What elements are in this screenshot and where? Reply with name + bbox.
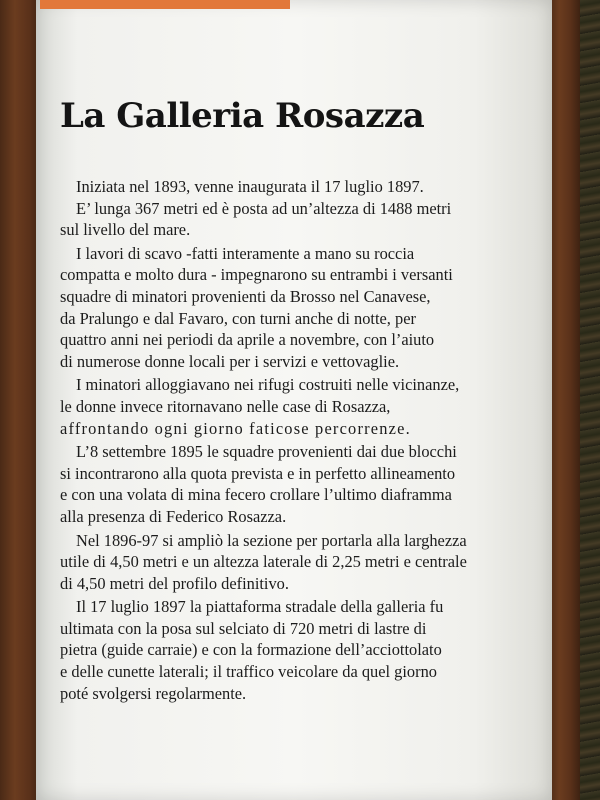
text-line: poté svolgersi regolarmente. <box>60 683 247 703</box>
sign-top-stripe <box>40 0 290 9</box>
sign-body <box>60 176 530 706</box>
paragraph-3 <box>60 374 530 439</box>
text-line: I minatori alloggiavano nei rifugi costruiti nelle vicinanze, <box>76 375 460 395</box>
text-line: I lavori di scavo -fatti interamente a mano su roccia <box>76 243 415 263</box>
paragraph-5 <box>60 530 530 595</box>
text-line: compatta e molto dura - impegnarono su entrambi i versanti <box>60 265 453 285</box>
text-line: le donne invece ritornavano nelle case di Rosazza, <box>60 396 391 416</box>
text-line: di 4,50 metri del profilo definitivo. <box>60 573 289 593</box>
text-line: di numerose donne locali per i servizi e vettovaglie. <box>60 351 400 371</box>
sign-title: La Galleria Rosazza <box>60 96 425 136</box>
text-line: pietra (guide carraie) e con la formazione dell’acciottolato <box>60 640 442 660</box>
text-line: Iniziata nel 1893, venne inaugurata il 17 luglio 1897. <box>76 177 424 196</box>
text-line: L’8 settembre 1895 le squadre provenienti dai due blocchi <box>76 442 457 462</box>
text-line: sul livello del mare. <box>60 220 191 240</box>
text-line: utile di 4,50 metri e un altezza laterale di 2,25 metri e centrale <box>60 552 467 572</box>
background-foliage <box>578 0 600 800</box>
text-line: e delle cunette laterali; il traffico veicolare da quel giorno <box>60 662 437 682</box>
text-line: si incontrarono alla quota prevista e in perfetto allineamento <box>60 463 456 483</box>
text-line: ultimata con la posa sul selciato di 720 metri di lastre di <box>60 618 427 638</box>
text-line: Nel 1896-97 si ampliò la sezione per portarla alla larghezza <box>76 530 467 550</box>
wooden-post-right <box>548 0 580 800</box>
text-line: Il 17 luglio 1897 la piattaforma stradale della galleria fu <box>76 597 444 617</box>
text-line: E’ lunga 367 metri ed è posta ad un’altezza di 1488 metri <box>76 198 452 218</box>
paragraph-1 <box>60 176 530 241</box>
text-line: squadre di minatori provenienti da Brosso nel Canavese, <box>60 286 431 306</box>
text-line: quattro anni nei periodi da aprile a novembre, con l’aiuto <box>60 330 435 350</box>
text-line: da Pralungo e dal Favaro, con turni anche di notte, per <box>60 308 416 328</box>
text-line: e con una volata di mina fecero crollare l’ultimo diaframma <box>60 485 452 505</box>
paragraph-2 <box>60 243 530 373</box>
paragraph-4 <box>60 441 530 527</box>
text-line: affrontando ogni giorno faticose percorrenze. <box>60 418 411 438</box>
paragraph-6 <box>60 596 530 704</box>
text-line: alla presenza di Federico Rosazza. <box>60 506 287 526</box>
